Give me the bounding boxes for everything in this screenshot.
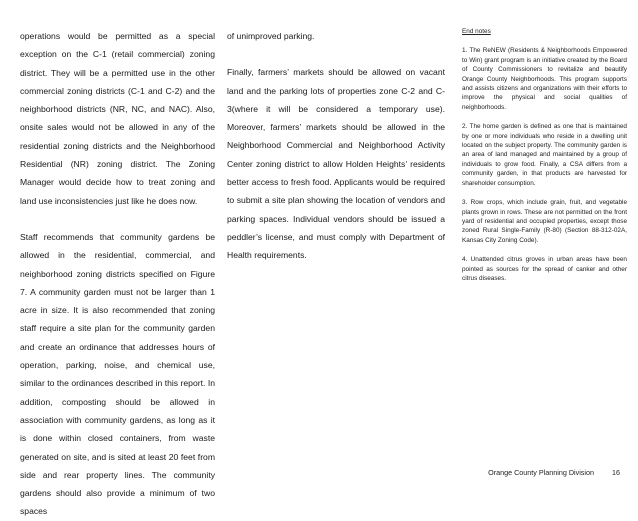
endnotes-title: End notes	[462, 28, 491, 35]
paragraph-farmers-markets: Finally, farmers’ markets should be allowed on vacant land and the parking lots of properties zone C-2 and C-3(where it will be considered a temporary use). Moreover, farmers’ markets should be allowed in the Neighborhood Commercial and Neighborhood Activity Center zoning district to allow Holden Heights’ residents better access to fresh food. Applicants would be required to submit a site plan showing the location of vendors and parking spaces. Individual vendors should be issued a peddler’s license, and must comply with Department of Health requirements.	[227, 67, 445, 261]
endnote-item: 4. Unattended citrus groves in urban areas have been pointed as sources for the spread of canker and other citrus diseases.	[462, 256, 627, 282]
endnote-item: 1. The ReNEW (Residents & Neighborhoods Empowered to Win) grant program is an initiative created by the Board of County Commissioners to revitalize and beautify Orange County Neighborhoods. This program supports and assists citizens and organizations with their efforts to improve the physical and social qualities of neighborhoods.	[462, 47, 627, 111]
footer-organization: Orange County Planning Division	[488, 468, 594, 477]
endnotes-column	[462, 27, 627, 293]
page-number: 16	[612, 468, 620, 477]
paragraph-unimproved-parking: of unimproved parking.	[227, 31, 315, 41]
body-column-middle	[227, 27, 445, 265]
paragraph-community-gardens: Staff recommends that community gardens be allowed in the residential, commercial, and neighborhood zoning districts specified on Figure 7. A community garden must not be larger than 1 acre in size. It is also recommended that zoning staff require a site plan for the community garden and create an ordinance that addresses hours of operation, parking, noise, and chemical use, similar to the ordinances described in this report. In addition, composting should be allowed in association with community gardens, as long as it is done within closed containers, from waste generated on site, and is sited at least 20 feet from side and rear property lines. The community gardens should also provide a minimum of two spaces	[20, 231, 215, 517]
body-column-left	[20, 27, 215, 521]
endnote-item: 2. The home garden is defined as one that is maintained by one or more individuals who reside in a dwelling unit located on the subject property. The community garden is an area of land managed and maintained by a group of individuals to grow food. Finally, a CSA differs from a community garden, in that products are harvested for shareholder consumption.	[462, 123, 627, 187]
endnote-item: 3. Row crops, which include grain, fruit, and vegetable plants grown in rows. These are not permitted on the front yard of residential and occupied properties, except those zoned Rural Single-Family (R-80) (Section 88-312-02A, Kansas City Zoning Code).	[462, 199, 627, 244]
paragraph-zoning-operations: operations would be permitted as a special exception on the C-1 (retail commercial) zoning district. They will be a permitted use in the other commercial zoning districts (C-1 and C-2) and the neighborhood districts (NR, NC, and NAC). Also, onsite sales would not be allowed in any of the residential zoning districts and the Neighborhood Residential (NR) zoning district. The Zoning Manager would decide how to treat zoning and land use inconsistencies just like he does now.	[20, 31, 215, 206]
page-footer	[488, 468, 620, 477]
